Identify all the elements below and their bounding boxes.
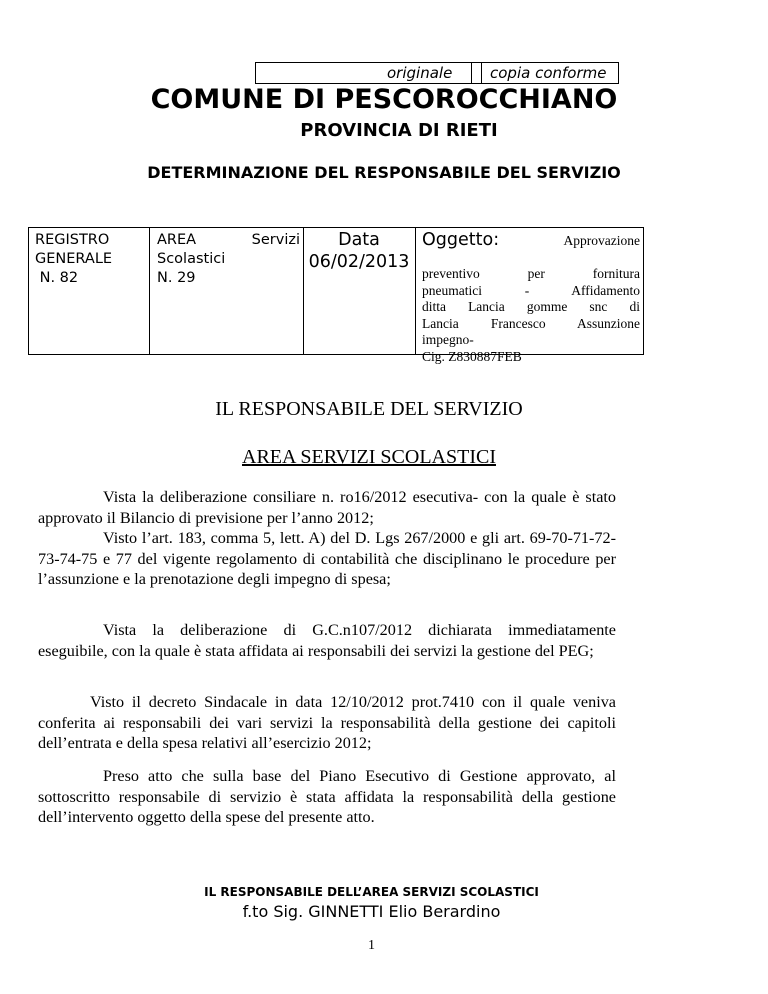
- paragraph-text: Visto il decreto Sindacale in data 12/10/2012 prot.7410 con il quale veniva conferita ai responsabili dei vari servizi la responsabilità della gestione dei capitoli dell’entrata e della spesa relativi all’esercizio 2012;: [38, 693, 616, 752]
- area-cell: [157, 231, 300, 288]
- section-heading: IL RESPONSABILE DEL SERVIZIO: [215, 398, 523, 420]
- column-divider: [415, 228, 416, 354]
- subject-line: ditta Lancia gomme snc di: [422, 299, 640, 314]
- original-label: originale: [387, 64, 453, 82]
- registro-cell: [35, 231, 112, 288]
- column-divider: [149, 228, 150, 354]
- signature-title: IL RESPONSABILE DELL’AREA SERVIZI SCOLASTICI: [204, 885, 539, 899]
- copy-label: copia conforme: [490, 64, 607, 82]
- date-cell: [303, 229, 415, 273]
- paragraph-text: Vista la deliberazione di G.C.n107/2012 dichiarata immediatamente eseguibile, con la quale è stata affidata ai responsabili dei servizi la gestione del PEG;: [38, 621, 616, 660]
- date-value: 06/02/2013: [308, 252, 410, 272]
- registro-number: N. 82: [35, 270, 79, 286]
- subject-cig: Cig. Z830887FEB: [422, 348, 522, 364]
- municipality-title: COMUNE DI PESCOROCCHIANO: [150, 84, 618, 115]
- date-label: Data: [338, 230, 380, 250]
- signature-name: f.to Sig. GINNETTI Elio Berardino: [242, 902, 501, 921]
- subject-line: impegno-: [422, 332, 474, 347]
- area-heading: AREA SERVIZI SCOLASTICI: [242, 446, 496, 468]
- determination-header-table: [28, 227, 644, 364]
- divider: [471, 63, 472, 83]
- document-type-title: DETERMINAZIONE DEL RESPONSABILE DEL SERVIZIO: [147, 163, 621, 182]
- paragraph: [38, 766, 616, 828]
- subject-header: [422, 229, 640, 252]
- paragraph: [38, 620, 616, 661]
- page-number: 1: [368, 938, 375, 953]
- area-number: N. 29: [157, 270, 196, 286]
- registro-line: GENERALE: [35, 251, 113, 267]
- copy-type-box: [255, 62, 619, 84]
- paragraph: [38, 487, 616, 590]
- paragraph: [38, 692, 616, 754]
- registro-line: REGISTRO: [35, 232, 110, 248]
- area-label: Scolastici: [157, 251, 226, 267]
- subject-text-block: [422, 266, 640, 365]
- divider: [481, 63, 482, 83]
- paragraph-text: Preso atto che sulla base del Piano Esecutivo di Gestione approvato, al sottoscritto responsabile di servizio è stata affidata la responsabilità della gestione dell’intervento oggetto della spese del presente atto.: [38, 767, 616, 826]
- paragraph-text: Vista la deliberazione consiliare n. ro16/2012 esecutiva- con la quale è stato approvato il Bilancio di previsione per l’anno 2012;: [38, 488, 616, 527]
- subject-line: preventivo per fornitura: [422, 266, 640, 281]
- subject-line: Lancia Francesco Assunzione: [422, 315, 640, 331]
- area-label: AREA: [157, 232, 197, 248]
- subject-text: Approvazione: [563, 233, 640, 248]
- subject-line: pneumatici - Affidamento: [422, 282, 640, 298]
- area-label: Servizi: [251, 232, 300, 248]
- subject-label: Oggetto:: [422, 230, 500, 250]
- paragraph-text: Visto l’art. 183, comma 5, lett. A) del D. Lgs 267/2000 e gli art. 69-70-71-72-73-74-75 e 77 del vigente regolamento di contabilità che disciplinano le procedure per l’assunzione e la prenotazione degli impegno di spesa;: [38, 529, 616, 588]
- province-title: PROVINCIA DI RIETI: [300, 120, 498, 141]
